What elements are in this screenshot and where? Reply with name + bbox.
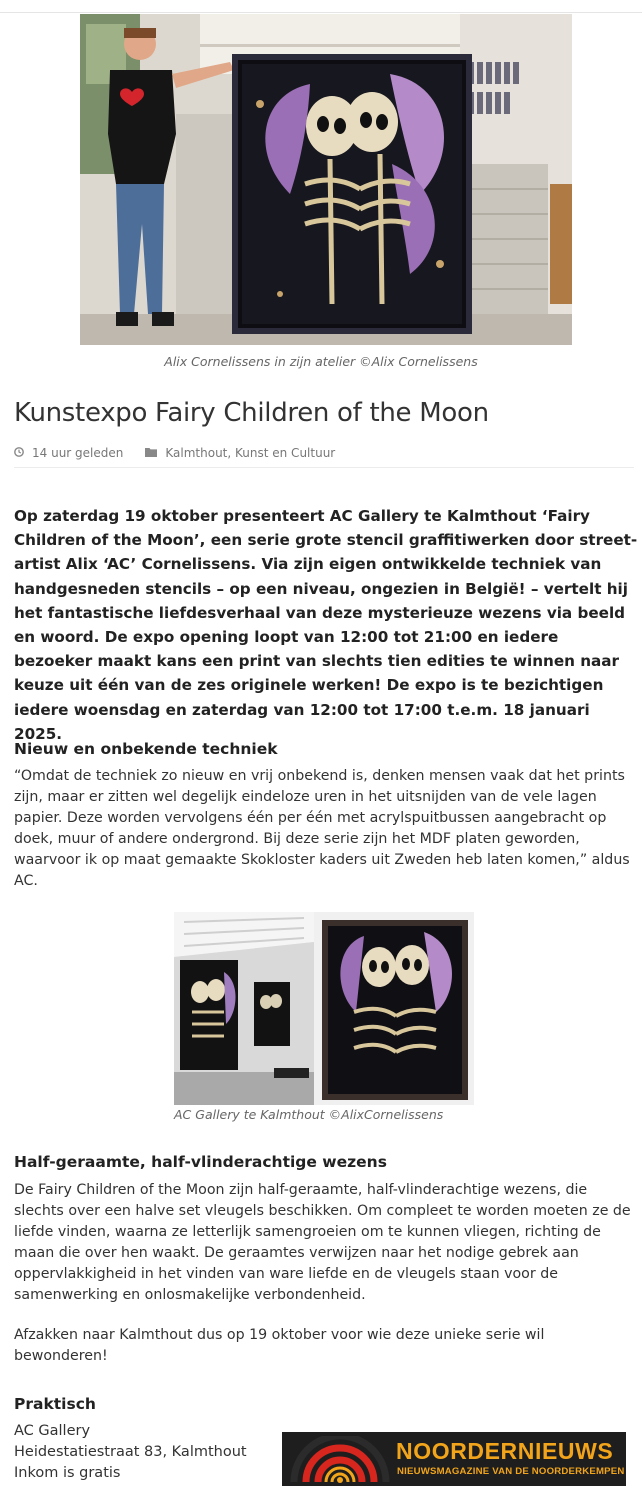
hero-photo — [80, 14, 572, 345]
section-text-technique: “Omdat de techniek zo nieuw en vrij onbekend is, denken mensen vaak dat het prints zijn, maar er zitten wel degelijk eindeloze uren in het uitsnijden van de vele lagen papier. Deze worden vervolgens één per één met acrylspuitbussen aangebracht op doek, muur of andere ondergrond. Bij deze serie zijn het MDF platen geworden, waarvoor ik op maat gemaakte Skokloster kaders uit Zweden heb laten komen,” aldus AC. — [14, 768, 630, 889]
meta-divider — [14, 467, 634, 468]
section-heading-practical: Praktisch — [14, 1395, 96, 1413]
gallery-caption: AC Gallery te Kalmthout ©AlixCornelissens — [174, 1107, 444, 1122]
noordernieuws-logo[interactable] — [282, 1432, 626, 1486]
folder-icon — [145, 446, 157, 460]
broadcast-signal-icon — [288, 1436, 392, 1484]
brand-name: NOORDERNIEUWS — [396, 1438, 614, 1464]
article-lead: Op zaterdag 19 oktober presenteert AC Gallery te Kalmthout ‘Fairy Children of the Moon’, een serie grote stencil graffitiwerken door street-artist Alix ‘AC’ Cornelissens. Via zijn eigen ontwikkelde techniek van handgesneden stencils – op een niveau, ongezien in België! – vertelt hij het fantastische liefdesverhaal van deze mysterieuze wezens via beeld en woord. De expo opening loopt van 12:00 tot 21:00 en iedere bezoeker maakt kans een print van slechts tien edities te winnen naar keuze uit één van de zes originele werken! De expo is te bezichtigen iedere woensdag en zaterdag van 12:00 tot 17:00 t.e.m. 18 januari 2025. — [14, 507, 638, 743]
article-meta — [14, 446, 335, 460]
brand-tagline: NIEUWSMAGAZINE VAN DE NOORDERKEMPEN — [397, 1466, 625, 1477]
section-heading-technique: Nieuw en onbekende techniek — [14, 740, 278, 758]
practical-info — [14, 1421, 247, 1484]
hero-caption: Alix Cornelissens in zijn atelier ©Alix Cornelissens — [164, 354, 478, 369]
clock-icon — [14, 446, 24, 460]
venue-address: Heidestatiestraat 83, Kalmthout — [14, 1444, 247, 1460]
section-text-invite: Afzakken naar Kalmthout dus op 19 oktober voor wie deze unieke serie wil bewonderen! — [14, 1327, 545, 1364]
venue-name: AC Gallery — [14, 1423, 91, 1439]
gallery-photo — [174, 912, 474, 1105]
category-links[interactable]: Kalmthout, Kunst en Cultuur — [165, 446, 336, 460]
top-divider — [0, 12, 642, 13]
admission-info: Inkom is gratis — [14, 1465, 121, 1481]
publish-time: 14 uur geleden — [32, 446, 124, 460]
article-title: Kunstexpo Fairy Children of the Moon — [14, 398, 489, 428]
section-heading-creatures: Half-geraamte, half-vlinderachtige wezens — [14, 1153, 387, 1171]
section-text-creatures: De Fairy Children of the Moon zijn half-geraamte, half-vlinderachtige wezens, die slechts over een halve set vleugels beschikken. Om compleet te worden moeten ze de liefde vinden, waarna ze letterlijk samengroeien om te kunnen vliegen, richting de maan die over hen waakt. De geraamtes verwijzen naar het nodige gebrek aan oppervlakkigheid in het vinden van ware liefde en de vleugels staan voor de samenwerking en onlosmakelijke verbondenheid. — [14, 1182, 631, 1303]
